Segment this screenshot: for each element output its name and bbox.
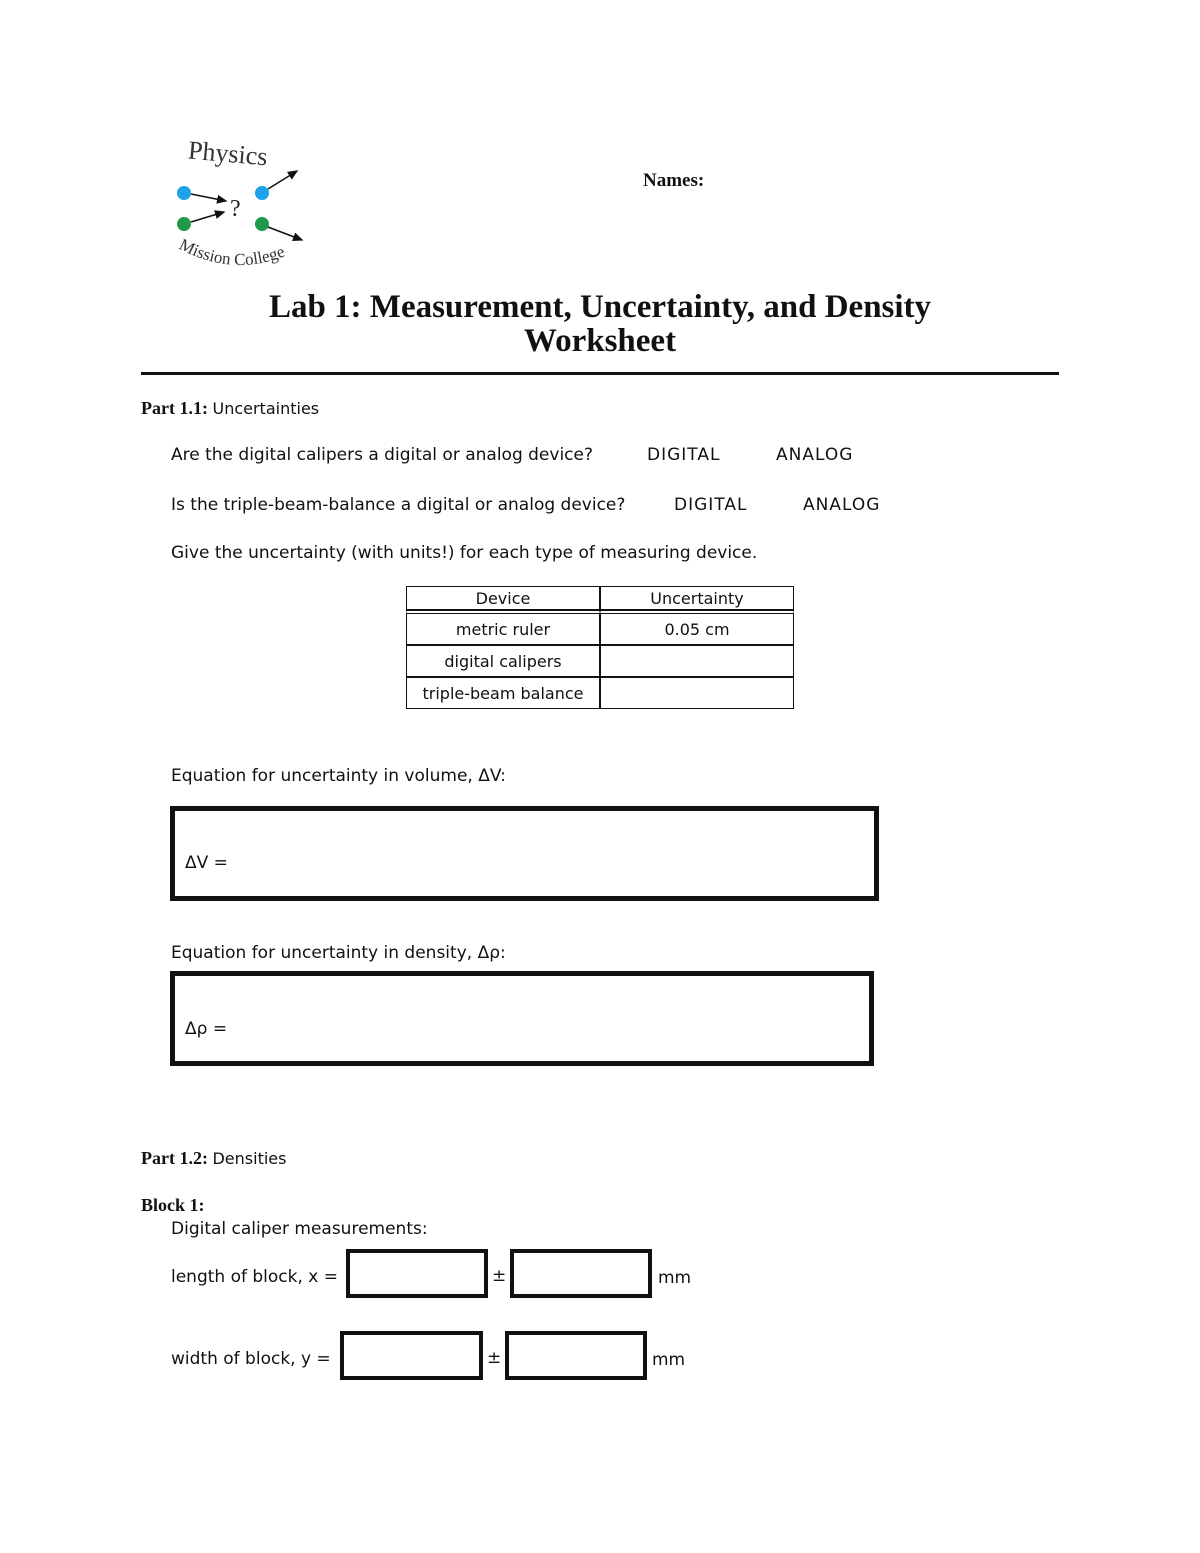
arrow-blue-left <box>191 194 226 201</box>
title-rule <box>141 372 1059 375</box>
width-plus-minus: ± <box>487 1348 502 1368</box>
arrow-green-left <box>191 212 224 222</box>
table-cell-device: triple-beam balance <box>406 677 600 709</box>
table-cell-uncertainty[interactable] <box>600 677 794 709</box>
arrow-green-right <box>268 227 302 240</box>
length-unit: mm <box>658 1268 692 1288</box>
physics-mission-college-logo <box>160 130 320 280</box>
uncertainty-table <box>406 586 794 709</box>
arrow-blue-right <box>268 171 297 189</box>
question-calipers: Are the digital calipers a digital or analog device? <box>171 445 594 465</box>
table-cell-device: digital calipers <box>406 645 600 677</box>
names-label: Names: <box>643 170 705 191</box>
volume-equation-prompt: Equation for uncertainty in volume, ΔV: <box>171 766 506 786</box>
table-cell-uncertainty[interactable] <box>600 645 794 677</box>
logo-bottom-text: Mission College <box>176 234 288 270</box>
density-equation-prompt: Equation for uncertainty in density, Δρ: <box>171 943 506 963</box>
length-plus-minus: ± <box>492 1266 507 1286</box>
density-equation-box[interactable] <box>170 971 874 1066</box>
balance-analog-option[interactable]: ANALOG <box>803 495 881 515</box>
table-row <box>406 645 794 677</box>
part-1-1-heading <box>141 398 319 419</box>
blue-dot-left <box>177 186 191 200</box>
caliper-measurements-label: Digital caliper measurements: <box>171 1219 428 1239</box>
part-1-1-title: Uncertainties <box>212 399 320 418</box>
table-row <box>406 677 794 709</box>
page-title <box>100 290 1100 358</box>
green-dot-right <box>255 217 269 231</box>
calipers-digital-option[interactable]: DIGITAL <box>647 445 721 465</box>
volume-equation-box[interactable] <box>170 806 879 901</box>
blue-dot-right <box>255 186 269 200</box>
title-line-1: Lab 1: Measurement, Uncertainty, and Density <box>268 289 932 325</box>
table-header-uncertainty: Uncertainty <box>600 586 794 610</box>
question-uncertainty: Give the uncertainty (with units!) for each type of measuring device. <box>171 543 758 563</box>
width-label: width of block, y = <box>171 1349 331 1369</box>
table-cell-uncertainty[interactable]: 0.05 cm <box>600 610 794 645</box>
logo-top-text: Physics <box>186 135 269 172</box>
block-1-heading: Block 1: <box>141 1195 205 1215</box>
green-dot-left <box>177 217 191 231</box>
part-1-2-heading <box>141 1148 286 1169</box>
table-cell-device: metric ruler <box>406 610 600 645</box>
logo-graphic <box>160 130 320 280</box>
width-uncertainty-box[interactable] <box>505 1331 647 1380</box>
length-uncertainty-box[interactable] <box>510 1249 652 1298</box>
question-balance: Is the triple-beam-balance a digital or analog device? <box>171 495 626 515</box>
table-header-device: Device <box>406 586 600 610</box>
volume-equation-label: ΔV = <box>185 853 228 873</box>
logo-question-mark: ? <box>230 196 241 222</box>
part-1-2-number: Part 1.2: <box>141 1148 208 1168</box>
width-value-box[interactable] <box>340 1331 483 1380</box>
balance-digital-option[interactable]: DIGITAL <box>674 495 748 515</box>
part-1-2-title: Densities <box>212 1149 287 1168</box>
table-row <box>406 610 794 645</box>
table-header-row <box>406 586 794 610</box>
title-line-2: Worksheet <box>523 323 677 359</box>
calipers-analog-option[interactable]: ANALOG <box>776 445 854 465</box>
part-1-1-number: Part 1.1: <box>141 398 208 418</box>
density-equation-label: Δρ = <box>185 1019 228 1039</box>
width-unit: mm <box>652 1350 686 1370</box>
length-label: length of block, x = <box>171 1267 339 1287</box>
length-value-box[interactable] <box>346 1249 488 1298</box>
